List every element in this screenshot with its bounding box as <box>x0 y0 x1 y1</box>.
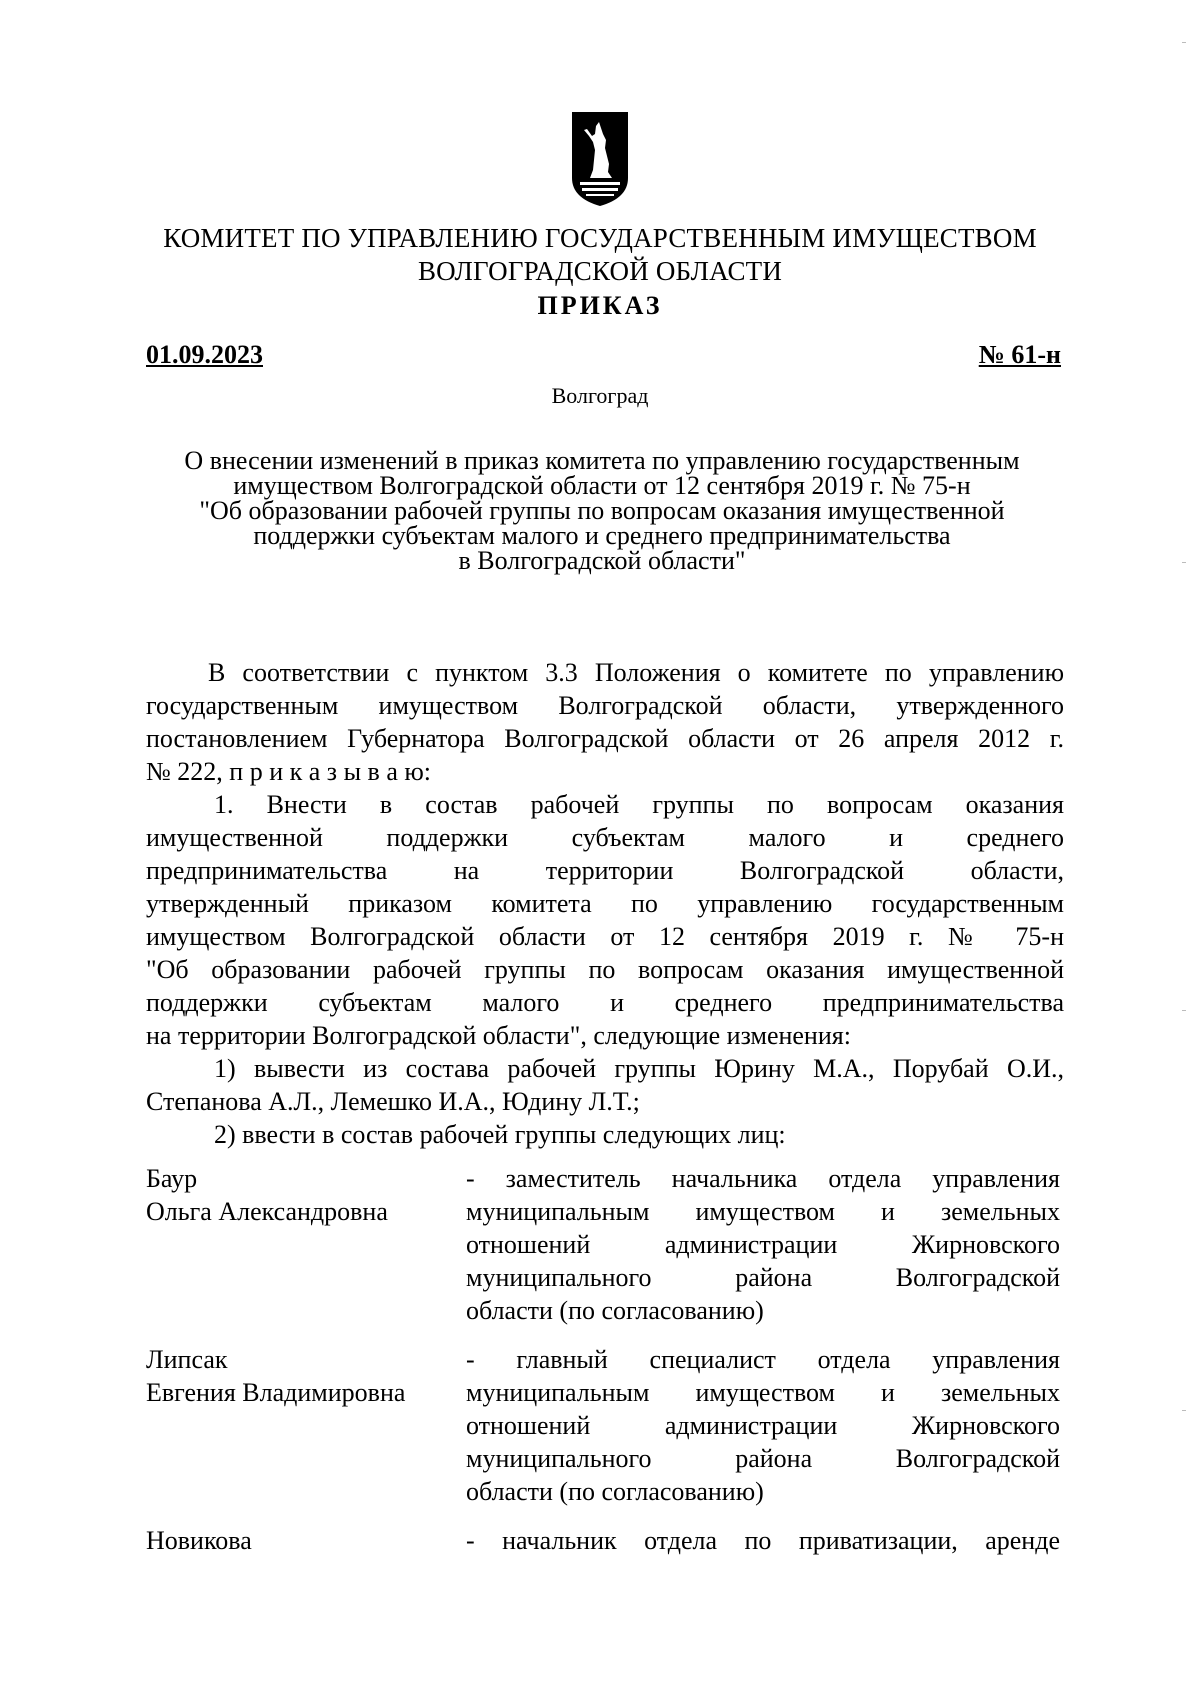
paragraph-line: поддержки субъектам малого и среднего предпринимательства <box>146 988 1064 1017</box>
document-type: ПРИКАЗ <box>537 291 663 320</box>
paragraph-line: Степанова А.Л., Лемешко И.А., Юдину Л.Т.; <box>146 1087 640 1116</box>
member-position <box>466 1524 1060 1557</box>
subject-line: поддержки субъектам малого и среднего предпринимательства <box>253 521 951 550</box>
member-surname: Баур <box>146 1164 198 1193</box>
member-entry <box>146 1524 1064 1564</box>
member-name <box>146 1524 446 1557</box>
member-surname: Липсак <box>146 1345 228 1374</box>
document-number: № 61-н <box>978 340 1061 369</box>
paragraph-line: на территории Волгоградской области", следующие изменения: <box>146 1021 851 1050</box>
scan-mark <box>1182 1010 1186 1011</box>
position-line: области (по согласованию) <box>466 1477 764 1506</box>
subject-line: в Волгоградской области" <box>458 546 746 575</box>
position-line: отношений администрации Жирновского <box>466 1411 1060 1440</box>
member-name <box>146 1343 446 1409</box>
member-entry <box>146 1162 1064 1332</box>
member-given-names: Ольга Александровна <box>146 1197 388 1226</box>
paragraph-line: В соответствии с пунктом 3.3 Положения о комитете по управлению <box>208 658 1064 687</box>
member-given-names: Евгения Владимировна <box>146 1378 406 1407</box>
position-line: муниципальным имуществом и земельных <box>466 1378 1060 1407</box>
member-position <box>466 1343 1060 1508</box>
paragraph-line: постановлением Губернатора Волгоградской области от 26 апреля 2012 г. <box>146 724 1064 753</box>
paragraph-line: 1) вывести из состава рабочей группы Юрину М.А., Порубай О.И., <box>214 1054 1064 1083</box>
member-entry <box>146 1343 1064 1513</box>
paragraph-line: имущественной поддержки субъектам малого и среднего <box>146 823 1064 852</box>
scan-mark <box>1182 562 1186 563</box>
paragraph-line: государственным имуществом Волгоградской области, утвержденного <box>146 691 1064 720</box>
paragraph-line: № 222, п р и к а з ы в а ю: <box>146 757 432 786</box>
position-line: области (по согласованию) <box>466 1296 764 1325</box>
coat-of-arms-icon <box>572 112 628 206</box>
document-body <box>146 656 1064 1151</box>
position-line: - начальник отдела по приватизации, аренде <box>466 1526 1060 1555</box>
member-position <box>466 1162 1060 1327</box>
paragraph-line: имуществом Волгоградской области от 12 сентября 2019 г. № 75-н <box>146 922 1064 951</box>
position-line: отношений администрации Жирновского <box>466 1230 1060 1259</box>
position-line: муниципального района Волгоградской <box>466 1263 1060 1292</box>
scan-mark <box>1182 42 1186 43</box>
paragraph-line: 2) ввести в состав рабочей группы следующих лиц: <box>214 1120 786 1149</box>
position-line: муниципальным имуществом и земельных <box>466 1197 1060 1226</box>
subject-line: О внесении изменений в приказ комитета по управлению государственным <box>184 446 1020 475</box>
position-line: - заместитель начальника отдела управления <box>466 1164 1060 1193</box>
subject-line: имуществом Волгоградской области от 12 сентября 2019 г. № 75-н <box>233 471 971 500</box>
member-surname: Новикова <box>146 1526 252 1555</box>
organization-name-line1: КОМИТЕТ ПО УПРАВЛЕНИЮ ГОСУДАРСТВЕННЫМ ИМУЩЕСТВОМ <box>163 223 1037 253</box>
paragraph-line: 1. Внести в состав рабочей группы по вопросам оказания <box>214 790 1064 819</box>
document-date: 01.09.2023 <box>146 340 263 369</box>
position-line: муниципального района Волгоградской <box>466 1444 1060 1473</box>
member-name <box>146 1162 446 1228</box>
paragraph-line: "Об образовании рабочей группы по вопросам оказания имущественной <box>146 955 1064 984</box>
position-line: - главный специалист отдела управления <box>466 1345 1060 1374</box>
document-city: Волгоград <box>551 383 649 408</box>
document-subject <box>140 448 1064 573</box>
paragraph-line: предпринимательства на территории Волгоградской области, <box>146 856 1064 885</box>
organization-name-line2: ВОЛГОГРАДСКОЙ ОБЛАСТИ <box>417 256 783 286</box>
scan-mark <box>1182 1410 1186 1411</box>
subject-line: "Об образовании рабочей группы по вопросам оказания имущественной <box>199 496 1005 525</box>
paragraph-line: утвержденный приказом комитета по управлению государственным <box>146 889 1064 918</box>
